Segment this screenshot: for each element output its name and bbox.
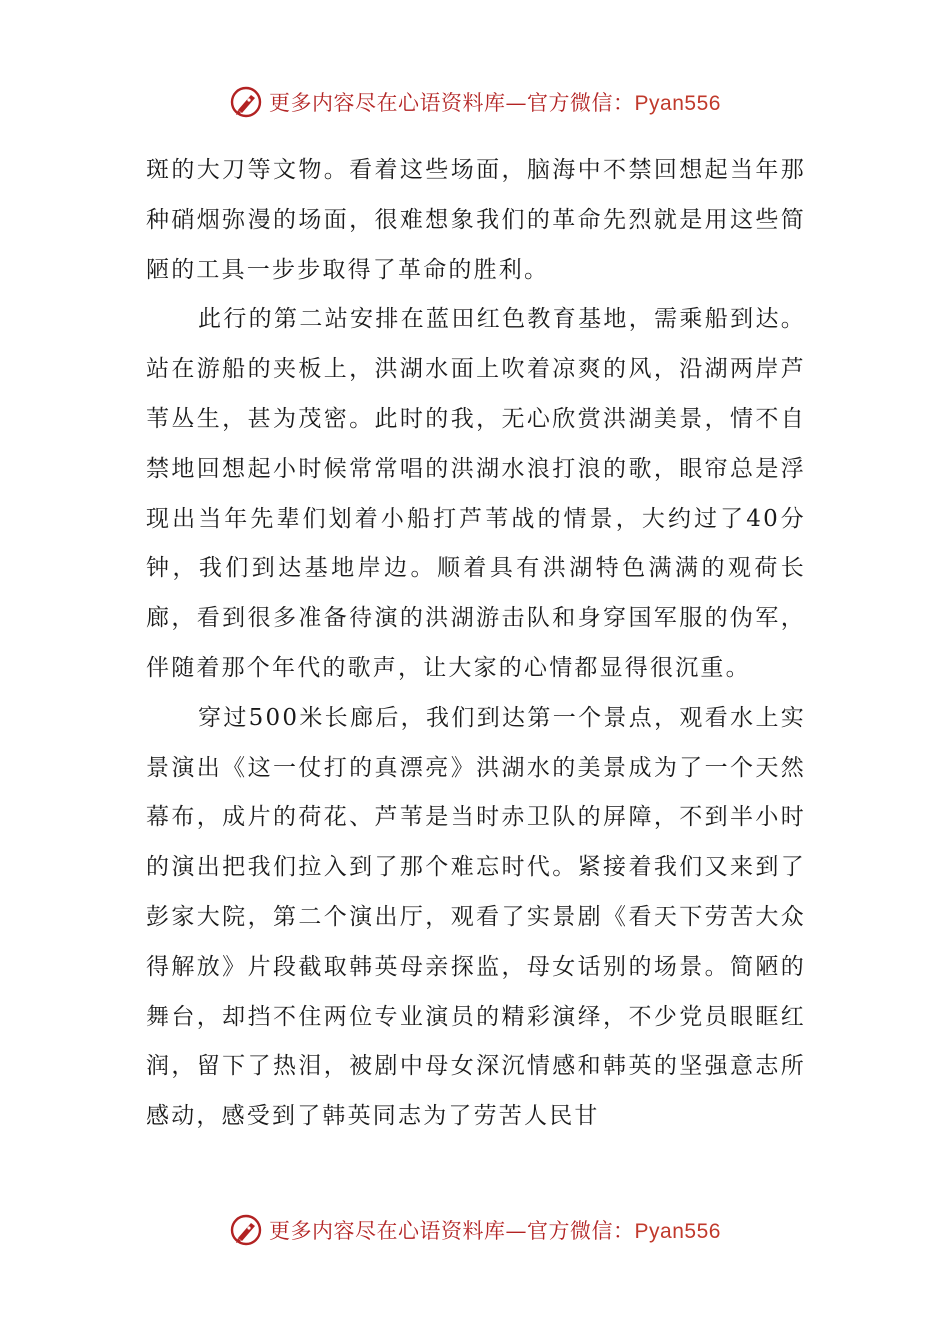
banner-contact-label: 官方微信： (527, 1219, 635, 1243)
paragraph-continued: 斑的大刀等文物。看着这些场面，脑海中不禁回想起当年那种硝烟弥漫的场面，很难想象我们的革命先烈就是用这些简陋的工具一步步取得了革命的胜利。 (146, 157, 806, 283)
banner-dash: — (505, 1219, 528, 1243)
banner-slogan: 更多内容尽在心语资料库 (269, 91, 506, 115)
header-banner (0, 82, 950, 122)
pen-nib-circle-icon (229, 1213, 263, 1247)
banner-dash: — (505, 91, 528, 115)
banner-text-group (269, 1215, 721, 1245)
footer-banner (0, 1210, 950, 1250)
pen-nib-circle-icon (229, 85, 263, 119)
banner-contact-id: Pyan556 (634, 1220, 721, 1243)
banner-slogan: 更多内容尽在心语资料库 (269, 1219, 506, 1243)
banner-text-group (269, 87, 721, 117)
document-body (146, 146, 806, 1142)
banner-contact-id: Pyan556 (634, 92, 721, 115)
paragraph: 穿过500米长廊后，我们到达第一个景点，观看水上实景演出《这一仗打的真漂亮》洪湖水的美景成为了一个天然幕布，成片的荷花、芦苇是当时赤卫队的屏障，不到半小时的演出把我们拉入到了那个难忘时代。紧接着我们又来到了彭家大院，第二个演出厅，观看了实景剧《看天下劳苦大众得解放》片段截取韩英母亲探监，母女话别的场景。简陋的舞台，却挡不住两位专业演员的精彩演绎，不少党员眼眶红润，留下了热泪，被剧中母女深沉情感和韩英的坚强意志所感动，感受到了韩英同志为了劳苦人民甘 (146, 704, 806, 1130)
banner-contact-label: 官方微信： (527, 91, 635, 115)
paragraph: 此行的第二站安排在蓝田红色教育基地，需乘船到达。站在游船的夹板上，洪湖水面上吹着凉爽的风，沿湖两岸芦苇丛生，甚为茂密。此时的我，无心欣赏洪湖美景，情不自禁地回想起小时候常常唱的洪湖水浪打浪的歌，眼帘总是浮现出当年先辈们划着小船打芦苇战的情景，大约过了40分钟，我们到达基地岸边。顺着具有洪湖特色满满的观荷长廊，看到很多准备待演的洪湖游击队和身穿国军服的伪军，伴随着那个年代的歌声，让大家的心情都显得很沉重。 (146, 306, 806, 681)
